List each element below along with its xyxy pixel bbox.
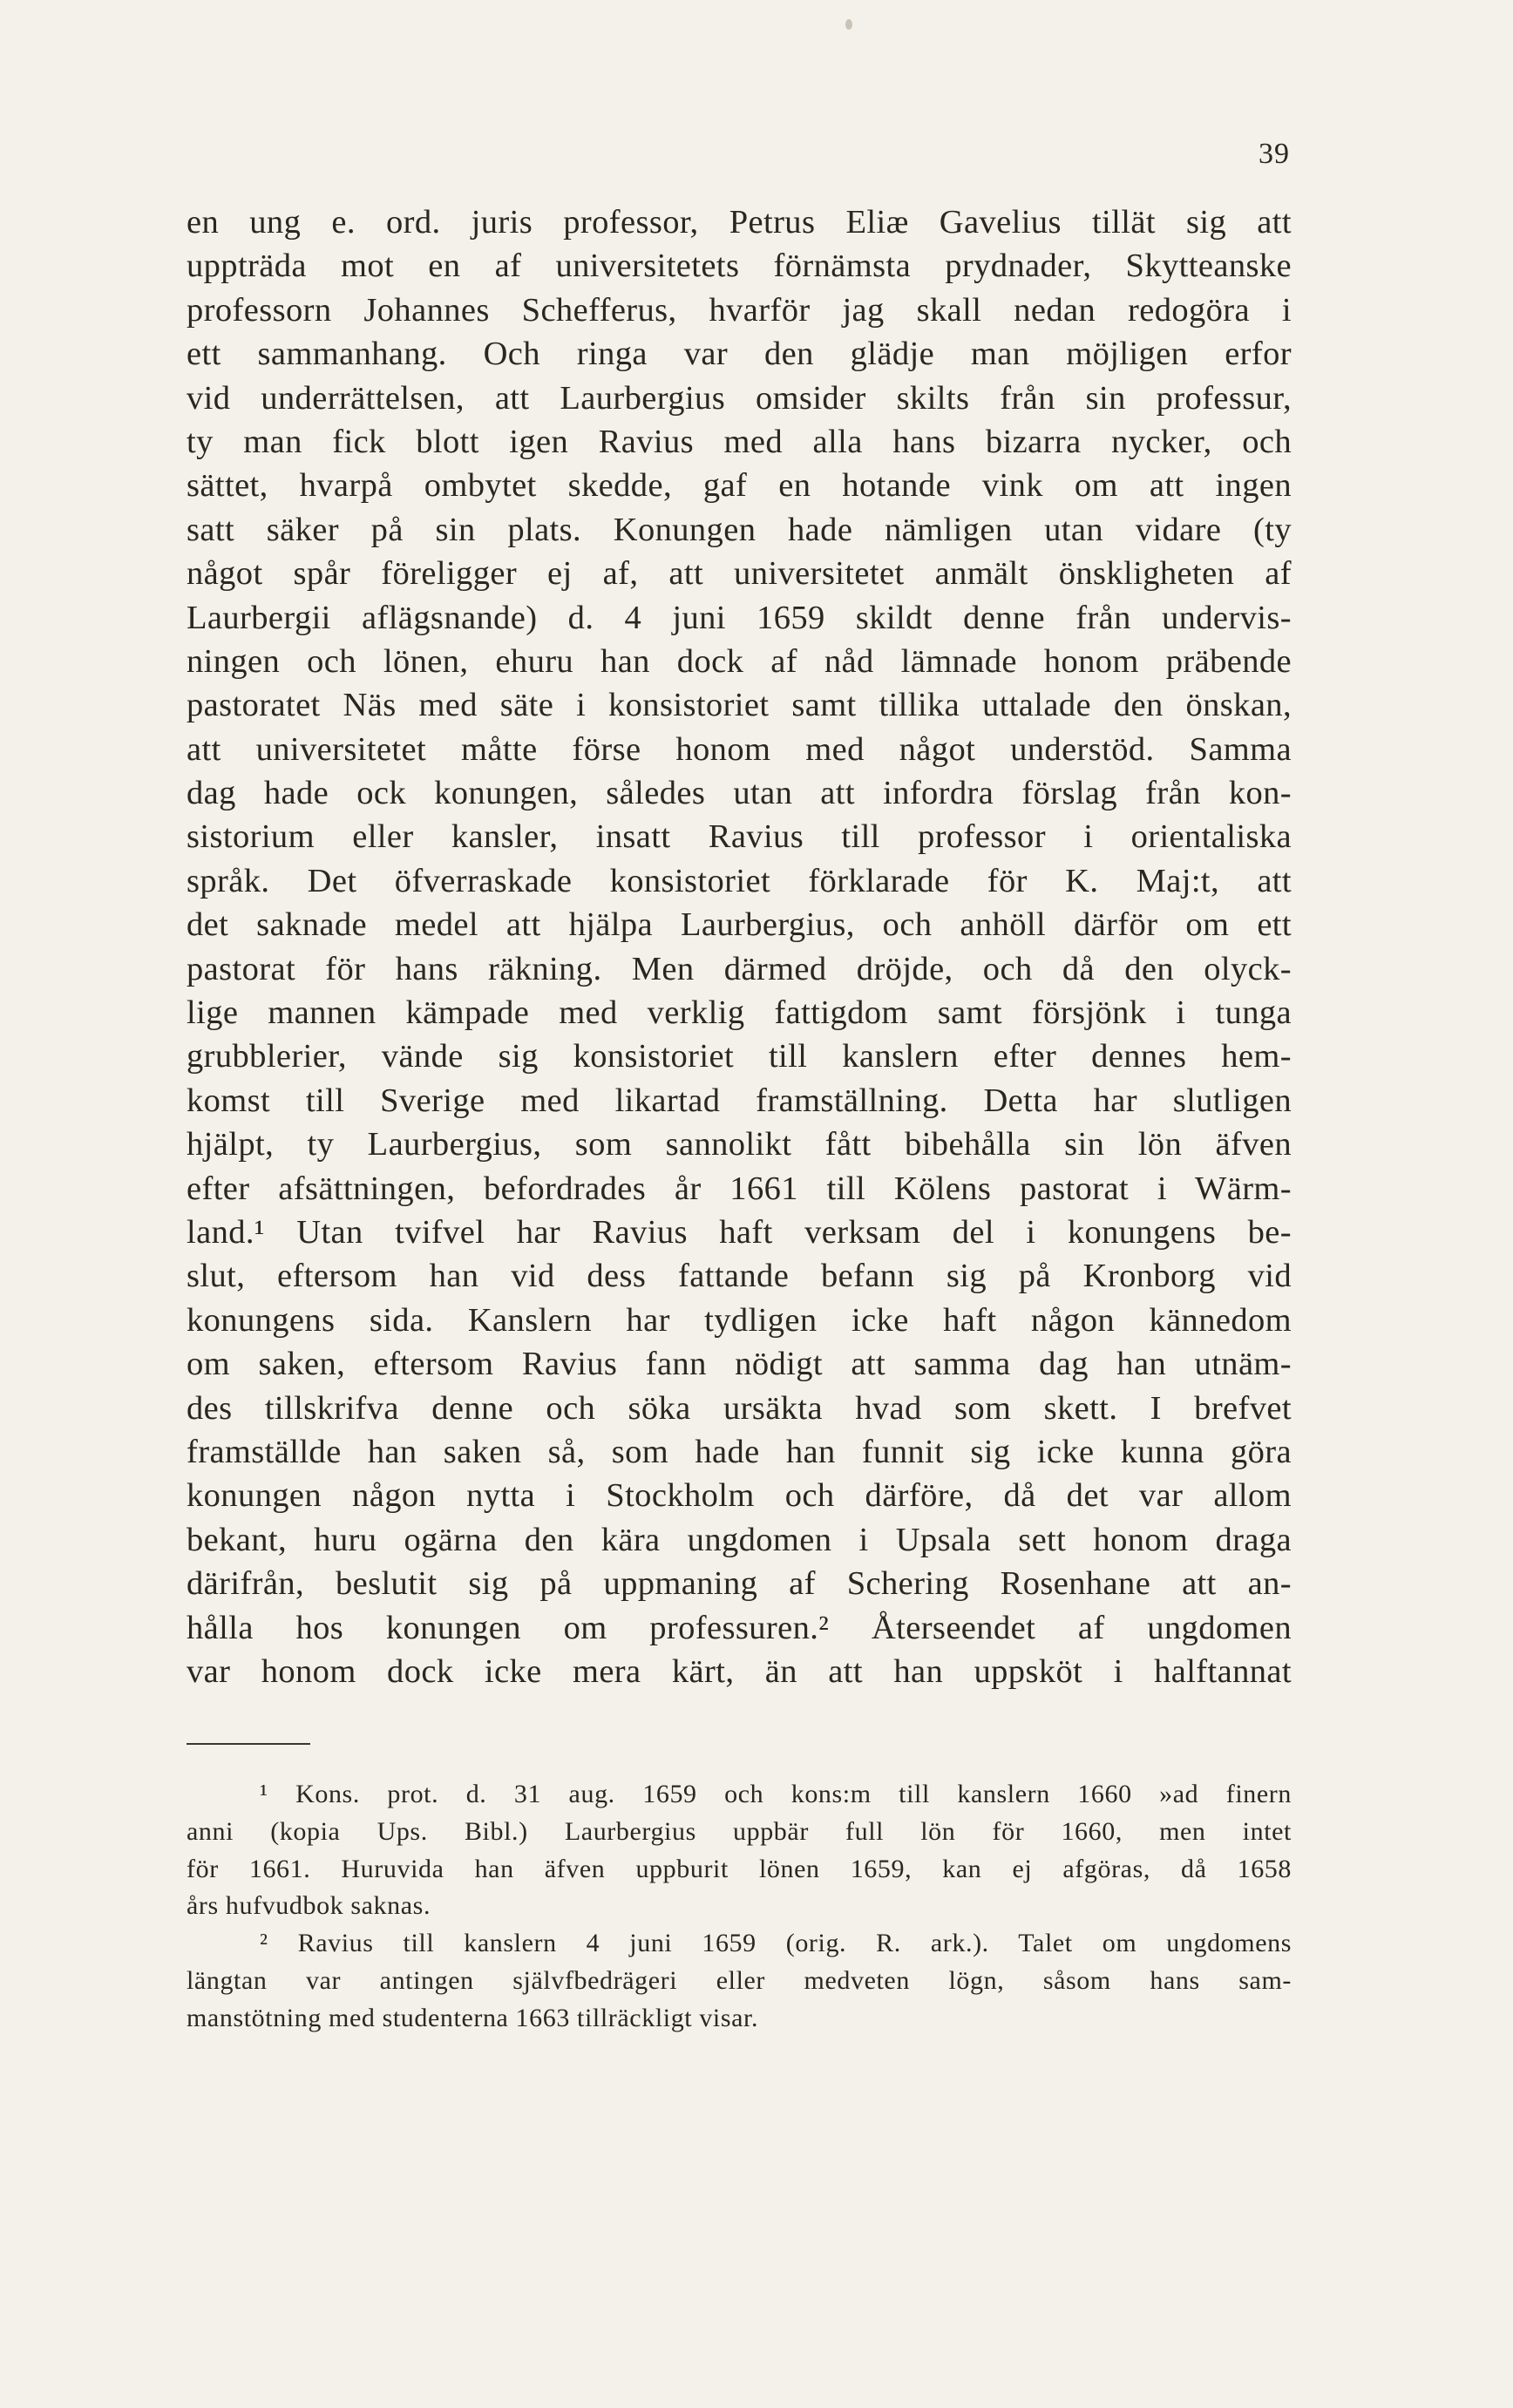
footnote-divider — [187, 1743, 310, 1745]
body-line: pastoratet Näs med säte i konsistoriet samt tillika uttalade den önskan, — [187, 687, 1292, 724]
body-line: ty man fick blott igen Ravius med alla hans bizarra nycker, och — [187, 423, 1292, 460]
body-line: professorn Johannes Schefferus, hvarför jag skall nedan redogöra i — [187, 291, 1292, 329]
print-speck — [845, 19, 852, 30]
body-line: sistorium eller kansler, insatt Ravius till professor i orientaliska — [187, 818, 1292, 856]
body-line: därifrån, beslutit sig på uppmaning af Schering Rosenhane att an- — [187, 1565, 1292, 1603]
body-line: var honom dock icke mera kärt, än att han uppsköt i halftannat — [187, 1652, 1292, 1690]
body-line: om saken, eftersom Ravius fann nödigt att samma dag han utnäm- — [187, 1346, 1292, 1383]
footnote-line: ¹ Kons. prot. d. 31 aug. 1659 och kons:m till kanslern 1660 »ad finern — [260, 1780, 1292, 1808]
footnotes — [187, 1776, 1292, 2038]
body-line: konungen någon nytta i Stockholm och därföre, då det var allom — [187, 1477, 1292, 1515]
body-line: satt säker på sin plats. Konungen hade nämligen utan vidare (ty — [187, 511, 1292, 548]
body-line: dag hade ock konungen, således utan att infordra förslag från kon- — [187, 775, 1292, 812]
body-line: en ung e. ord. juris professor, Petrus Eliæ Gavelius tillät sig att — [187, 204, 1292, 241]
body-line: hjälpt, ty Laurbergius, som sannolikt fått bibehålla sin lön äfven — [187, 1126, 1292, 1163]
body-line: det saknade medel att hjälpa Laurbergius, och anhöll därför om ett — [187, 906, 1292, 944]
footnote-line: manstötning med studenterna 1663 tillräckligt visar. — [187, 2003, 759, 2032]
body-line: ett sammanhang. Och ringa var den glädje man möjligen erfor — [187, 336, 1292, 373]
body-line: språk. Det öfverraskade konsistoriet förklarade för K. Maj:t, att — [187, 862, 1292, 899]
body-line: efter afsättningen, befordrades år 1661 till Kölens pastorat i Wärm- — [187, 1170, 1292, 1207]
body-line: uppträda mot en af universitetets förnämsta prydnader, Skytteanske — [187, 248, 1292, 285]
body-line: något spår föreligger ej af, att universitetet anmält önskligheten af — [187, 555, 1292, 593]
footnote-line: års hufvudbok saknas. — [187, 1891, 431, 1921]
body-line: framställde han saken så, som hade han funnit sig icke kunna göra — [187, 1433, 1292, 1470]
body-line: att universitetet måtte förse honom med något understöd. Samma — [187, 730, 1292, 768]
footnote-line: för 1661. Huruvida han äfven uppburit lönen 1659, kan ej afgöras, då 1658 — [187, 1854, 1292, 1883]
footnote-line: ² Ravius till kanslern 4 juni 1659 (orig. R. ark.). Talet om ungdomens — [260, 1929, 1292, 1958]
body-line: komst till Sverige med likartad framställning. Detta har slutligen — [187, 1082, 1292, 1119]
body-line: des tillskrifva denne och söka ursäkta hvad som skett. I brefvet — [187, 1389, 1292, 1427]
body-line: bekant, huru ogärna den kära ungdomen i Upsala sett honom draga — [187, 1521, 1292, 1558]
body-line: sättet, hvarpå ombytet skedde, gaf en hotande vink om att ingen — [187, 467, 1292, 505]
footnote-line: längtan var antingen självfbedrägeri eller medveten lögn, såsom hans sam- — [187, 1965, 1292, 1995]
body-line: Laurbergii aflägsnande) d. 4 juni 1659 skildt denne från undervis- — [187, 599, 1292, 636]
body-line: land.¹ Utan tvifvel har Ravius haft verksam del i konungens be- — [187, 1213, 1292, 1251]
body-line: ningen och lönen, ehuru han dock af nåd lämnade honom präbende — [187, 642, 1292, 680]
body-line: lige mannen kämpade med verklig fattigdom samt försjönk i tunga — [187, 994, 1292, 1032]
body-line: vid underrättelsen, att Laurbergius omsider skilts från sin professur, — [187, 379, 1292, 417]
body-line: konungens sida. Kanslern har tydligen icke haft någon kännedom — [187, 1301, 1292, 1339]
body-text — [187, 200, 1292, 1693]
page-number: 39 — [1259, 138, 1290, 170]
body-line: hålla hos konungen om professuren.² Återseendet af ungdomen — [187, 1609, 1292, 1646]
body-line: slut, eftersom han vid dess fattande befann sig på Kronborg vid — [187, 1258, 1292, 1295]
body-line: grubblerier, vände sig konsistoriet till kanslern efter dennes hem- — [187, 1038, 1292, 1075]
footnote-line: anni (kopia Ups. Bibl.) Laurbergius uppbär full lön för 1660, men intet — [187, 1816, 1292, 1846]
body-line: pastorat för hans räkning. Men därmed dröjde, och då den olyck- — [187, 950, 1292, 987]
